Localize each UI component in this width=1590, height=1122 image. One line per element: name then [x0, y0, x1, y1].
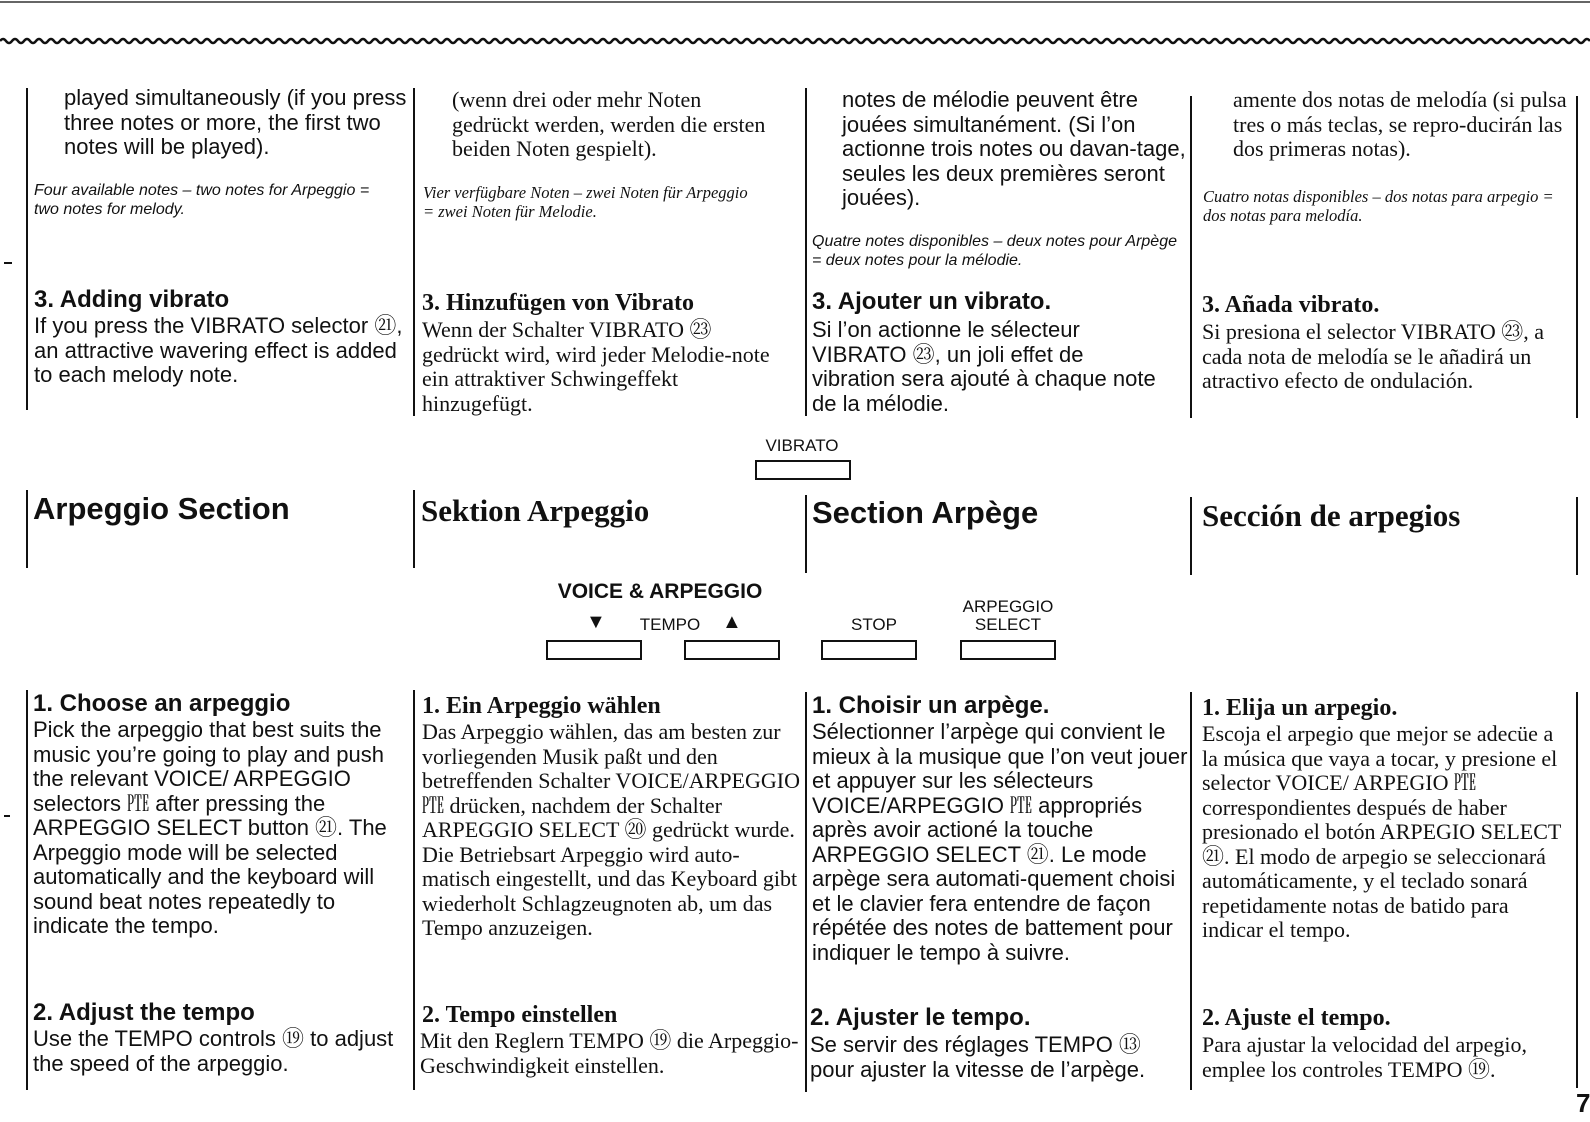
es-tempo-text: Para ajustar la velocidad del arpegio, emplee los controles TEMPO ⑲. [1202, 1032, 1527, 1082]
fr-section-title: Section Arpège [812, 495, 1039, 530]
column-rule-4a [1190, 96, 1192, 418]
margin-mark [4, 815, 10, 817]
tempo-down-button[interactable] [546, 640, 642, 660]
fr-vibrato-text: Si l’on actionne le sélecteur VIBRATO ㉓, un joli effet de vibration sera ajouté à chaque note de la mélodie. [812, 317, 1156, 416]
column-rule-4c [1190, 692, 1192, 1090]
column-rule-1b [26, 490, 28, 568]
column-rule-3b [805, 495, 807, 573]
en-section-title: Arpeggio Section [33, 491, 290, 526]
column-rule-4b [1190, 497, 1192, 575]
vibrato-label: VIBRATO [765, 436, 839, 455]
stop-label: STOP [851, 615, 897, 634]
wavy-top-border [0, 0, 1590, 60]
column-rule-2a [413, 88, 415, 416]
tempo-up-icon: ▲ [722, 611, 742, 633]
es-section-title: Sección de arpegios [1202, 498, 1461, 533]
es-vibrato-text: Si presiona el selector VIBRATO ㉓, a cada nota de melodía se le añadirá un atractivo efecto de ondulación. [1202, 319, 1544, 393]
column-rule-5b [1576, 497, 1578, 575]
es-note: Cuatro notas disponibles – dos notas para arpegio = dos notas para melodía. [1203, 187, 1554, 225]
fr-vibrato-heading: 3. Ajouter un vibrato. [812, 288, 1052, 315]
fr-intro-text: notes de mélodie peuvent être jouées simultanément. (Si l’on actionne trois notes ou davan-tage, seules les deux premières seront jouées). [842, 87, 1186, 210]
es-choose-heading: 1. Elija un arpegio. [1202, 695, 1398, 721]
en-choose-heading: 1. Choose an arpeggio [33, 690, 291, 717]
voice-arpeggio-label: VOICE & ARPEGGIO [557, 580, 763, 603]
arpeggio-label: ARPEGGIO [962, 597, 1054, 616]
en-intro-text: played simultaneously (if you press three notes or more, the first two notes will be played). [64, 85, 407, 159]
fr-tempo-heading: 2. Ajuster le tempo. [810, 1004, 1031, 1031]
en-choose-text: Pick the arpeggio that best suits the music you’re going to play and push the relevant VOICE/ ARPEGGIO selectors ㉐ after pressing the ARPEGGIO SELECT button ㉑. The Arpeggio mode will be selected automatically and the keyboard will sound beat notes repeatedly to indicate the tempo. [33, 717, 387, 938]
es-intro-text: amente dos notas de melodía (si pulsa tres o más teclas, se repro-ducirán las dos primeras notas). [1233, 87, 1567, 161]
column-rule-1a [26, 88, 28, 410]
page-number: 7 [1576, 1088, 1590, 1118]
en-tempo-text: Use the TEMPO controls ⑲ to adjust the speed of the arpeggio. [33, 1026, 394, 1076]
de-note: Vier verfügbare Noten – zwei Noten für Arpeggio = zwei Noten für Melodie. [423, 183, 748, 221]
select-label: SELECT [974, 615, 1042, 634]
es-vibrato-heading: 3. Añada vibrato. [1202, 292, 1380, 318]
column-rule-2b [413, 490, 415, 568]
en-tempo-heading: 2. Adjust the tempo [33, 999, 255, 1026]
tempo-label: TEMPO [639, 615, 701, 634]
tempo-down-icon: ▼ [586, 611, 606, 633]
vibrato-button[interactable] [755, 460, 851, 480]
en-note: Four available notes – two notes for Arpeggio = two notes for melody. [34, 182, 370, 218]
de-tempo-heading: 2. Tempo einstellen [422, 1002, 618, 1028]
es-choose-text: Escoja el arpegio que mejor se adecüe a la música que vaya a tocar, y presione el selector VOICE/ ARPEGIO ㉐ correspondientes después de haber presionado el botón ARPEGIO SELECT ㉑. El modo de arpegio se seleccionará automáticamente, y el teclado sonará repetidamente notas de batido para indicar el tempo. [1202, 721, 1561, 942]
de-choose-text: Das Arpeggio wählen, das am besten zur vorliegenden Musik paßt und den betreffenden Schalter VOICE/ARPEGGIO ㉐ drücken, nachdem der Schalter ARPEGGIO SELECT ⑳ gedrückt wurde. Die Betriebsart Arpeggio wird auto-matisch eingestellt, und das Keyboard gibt wiederholt Schlagzeugnoten ab, um das Tempo anzuzeigen. [422, 719, 800, 940]
column-rule-5c [1576, 692, 1578, 1088]
tempo-up-button[interactable] [684, 640, 780, 660]
stop-button[interactable] [821, 640, 917, 660]
en-vibrato-heading: 3. Adding vibrato [34, 286, 230, 313]
margin-mark [4, 262, 12, 264]
de-tempo-text: Mit den Reglern TEMPO ⑲ die Arpeggio-Geschwindigkeit einstellen. [420, 1028, 799, 1078]
de-vibrato-text: Wenn der Schalter VIBRATO ㉓ gedrückt wird, wird jeder Melodie-note ein attraktiver Schwingeffekt hinzugefügt. [422, 317, 770, 416]
fr-tempo-text: Se servir des réglages TEMPO ⑬ pour ajuster la vitesse de l’arpège. [810, 1032, 1146, 1082]
column-rule-3c [805, 692, 807, 1092]
column-rule-1c [26, 690, 28, 1090]
de-choose-heading: 1. Ein Arpeggio wählen [422, 693, 661, 719]
fr-choose-heading: 1. Choisir un arpège. [812, 692, 1050, 719]
en-vibrato-text: If you press the VIBRATO selector ㉑, an attractive wavering effect is added to each melody note. [34, 313, 403, 387]
fr-choose-text: Sélectionner l’arpège qui convient le mieux à la musique que l’on veut jouer et appuyer sur les sélecteurs VOICE/ARPEGGIO ㉐ appropriés après avoir actioné la touche ARPEGGIO SELECT ㉑. Le mode arpège sera automati-quement choisi et le clavier fera entendre de façon répétée des notes de battement pour indiquer le tempo à suivre. [812, 719, 1188, 965]
column-rule-2c [413, 690, 415, 1090]
de-section-title: Sektion Arpeggio [421, 493, 650, 528]
de-intro-text: (wenn drei oder mehr Noten gedrückt werden, werden die ersten beiden Noten gespielt). [452, 87, 766, 161]
de-vibrato-heading: 3. Hinzufügen von Vibrato [422, 290, 695, 316]
column-rule-3a [805, 88, 807, 416]
arpeggio-select-button[interactable] [960, 640, 1056, 660]
fr-note: Quatre notes disponibles – deux notes pour Arpège = deux notes pour la mélodie. [812, 233, 1177, 269]
es-tempo-heading: 2. Ajuste el tempo. [1202, 1005, 1391, 1031]
